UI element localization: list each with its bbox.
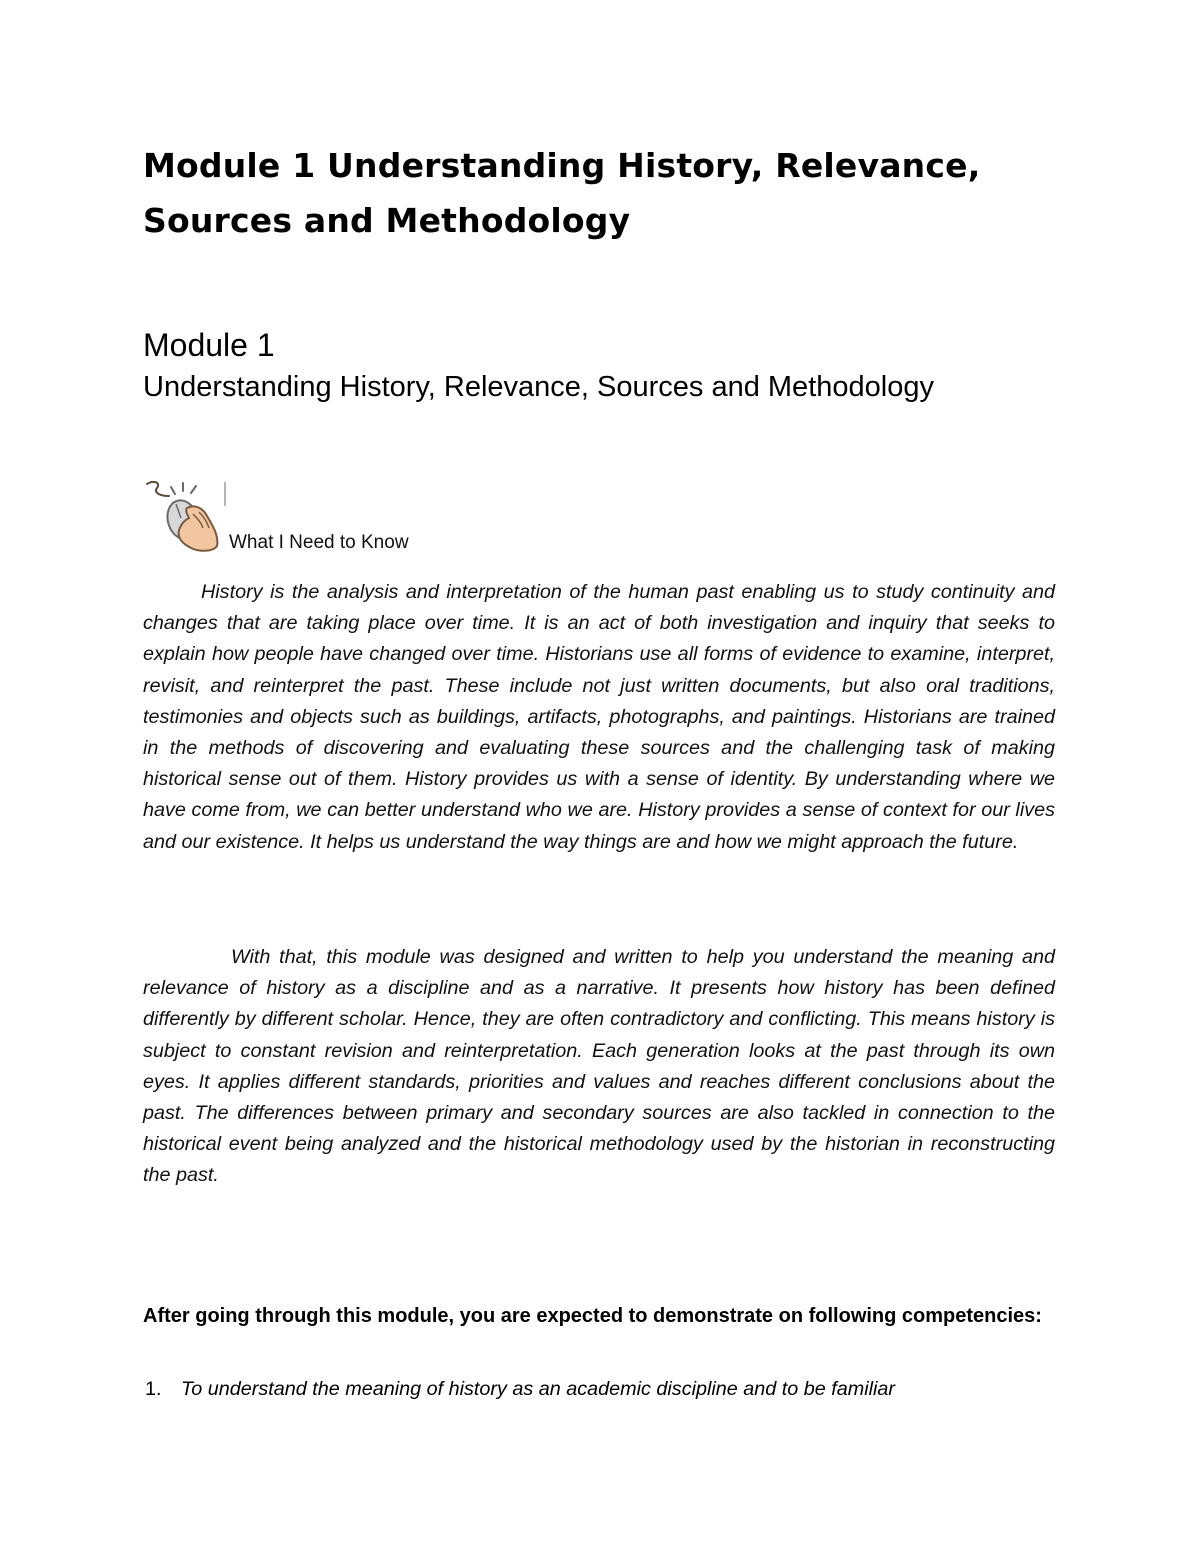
competencies-intro: After going through this module, you are expected to demonstrate on following competencies:: [143, 1305, 1042, 1327]
competency-list: [143, 1374, 1055, 1405]
competency-item: [143, 1374, 1055, 1405]
module-heading: Module 1: [143, 327, 275, 363]
section-label: What I Need to Know: [229, 532, 409, 553]
competency-number: 1.: [145, 1378, 162, 1400]
body-paragraph: With that, this module was designed and written to help you understand the meaning and relevance of history as a discipline and as a narrative. It presents how history has been defined differently by different scholar. Hence, they are often contradictory and conflicting. This means history is subject to constant revision and reinterpretation. Each generation looks at the past through its own eyes. It applies different standards, priorities and values and reaches different conclusions about the past. The differences between primary and secondary sources are also tackled in connection to the historical event being analyzed and the historical methodology used by the historian in reconstructing the past.: [143, 946, 1055, 1187]
competency-text: To understand the meaning of history as an academic discipline and to be familiar: [181, 1378, 896, 1400]
hand-clicking-mouse-icon: [143, 474, 227, 554]
document-title: Module 1 Understanding History, Relevance, Sources and Methodology: [143, 146, 981, 240]
module-subtitle: Understanding History, Relevance, Sources and Methodology: [143, 371, 934, 403]
body-paragraph: History is the analysis and interpretation of the human past enabling us to study continuity and changes that are taking place over time. It is an act of both investigation and inquiry that seeks to explain how people have changed over time. Historians use all forms of evidence to examine, interpret, revisit, and reinterpret the past. These include not just written documents, but also oral traditions, testimonies and objects such as buildings, artifacts, photographs, and paintings. Historians are trained in the methods of discovering and evaluating these sources and the challenging task of making historical sense out of them. History provides us with a sense of identity. By understanding where we have come from, we can better understand who we are. History provides a sense of context for our lives and our existence. It helps us understand the way things are and how we might approach the future.: [143, 581, 1055, 853]
